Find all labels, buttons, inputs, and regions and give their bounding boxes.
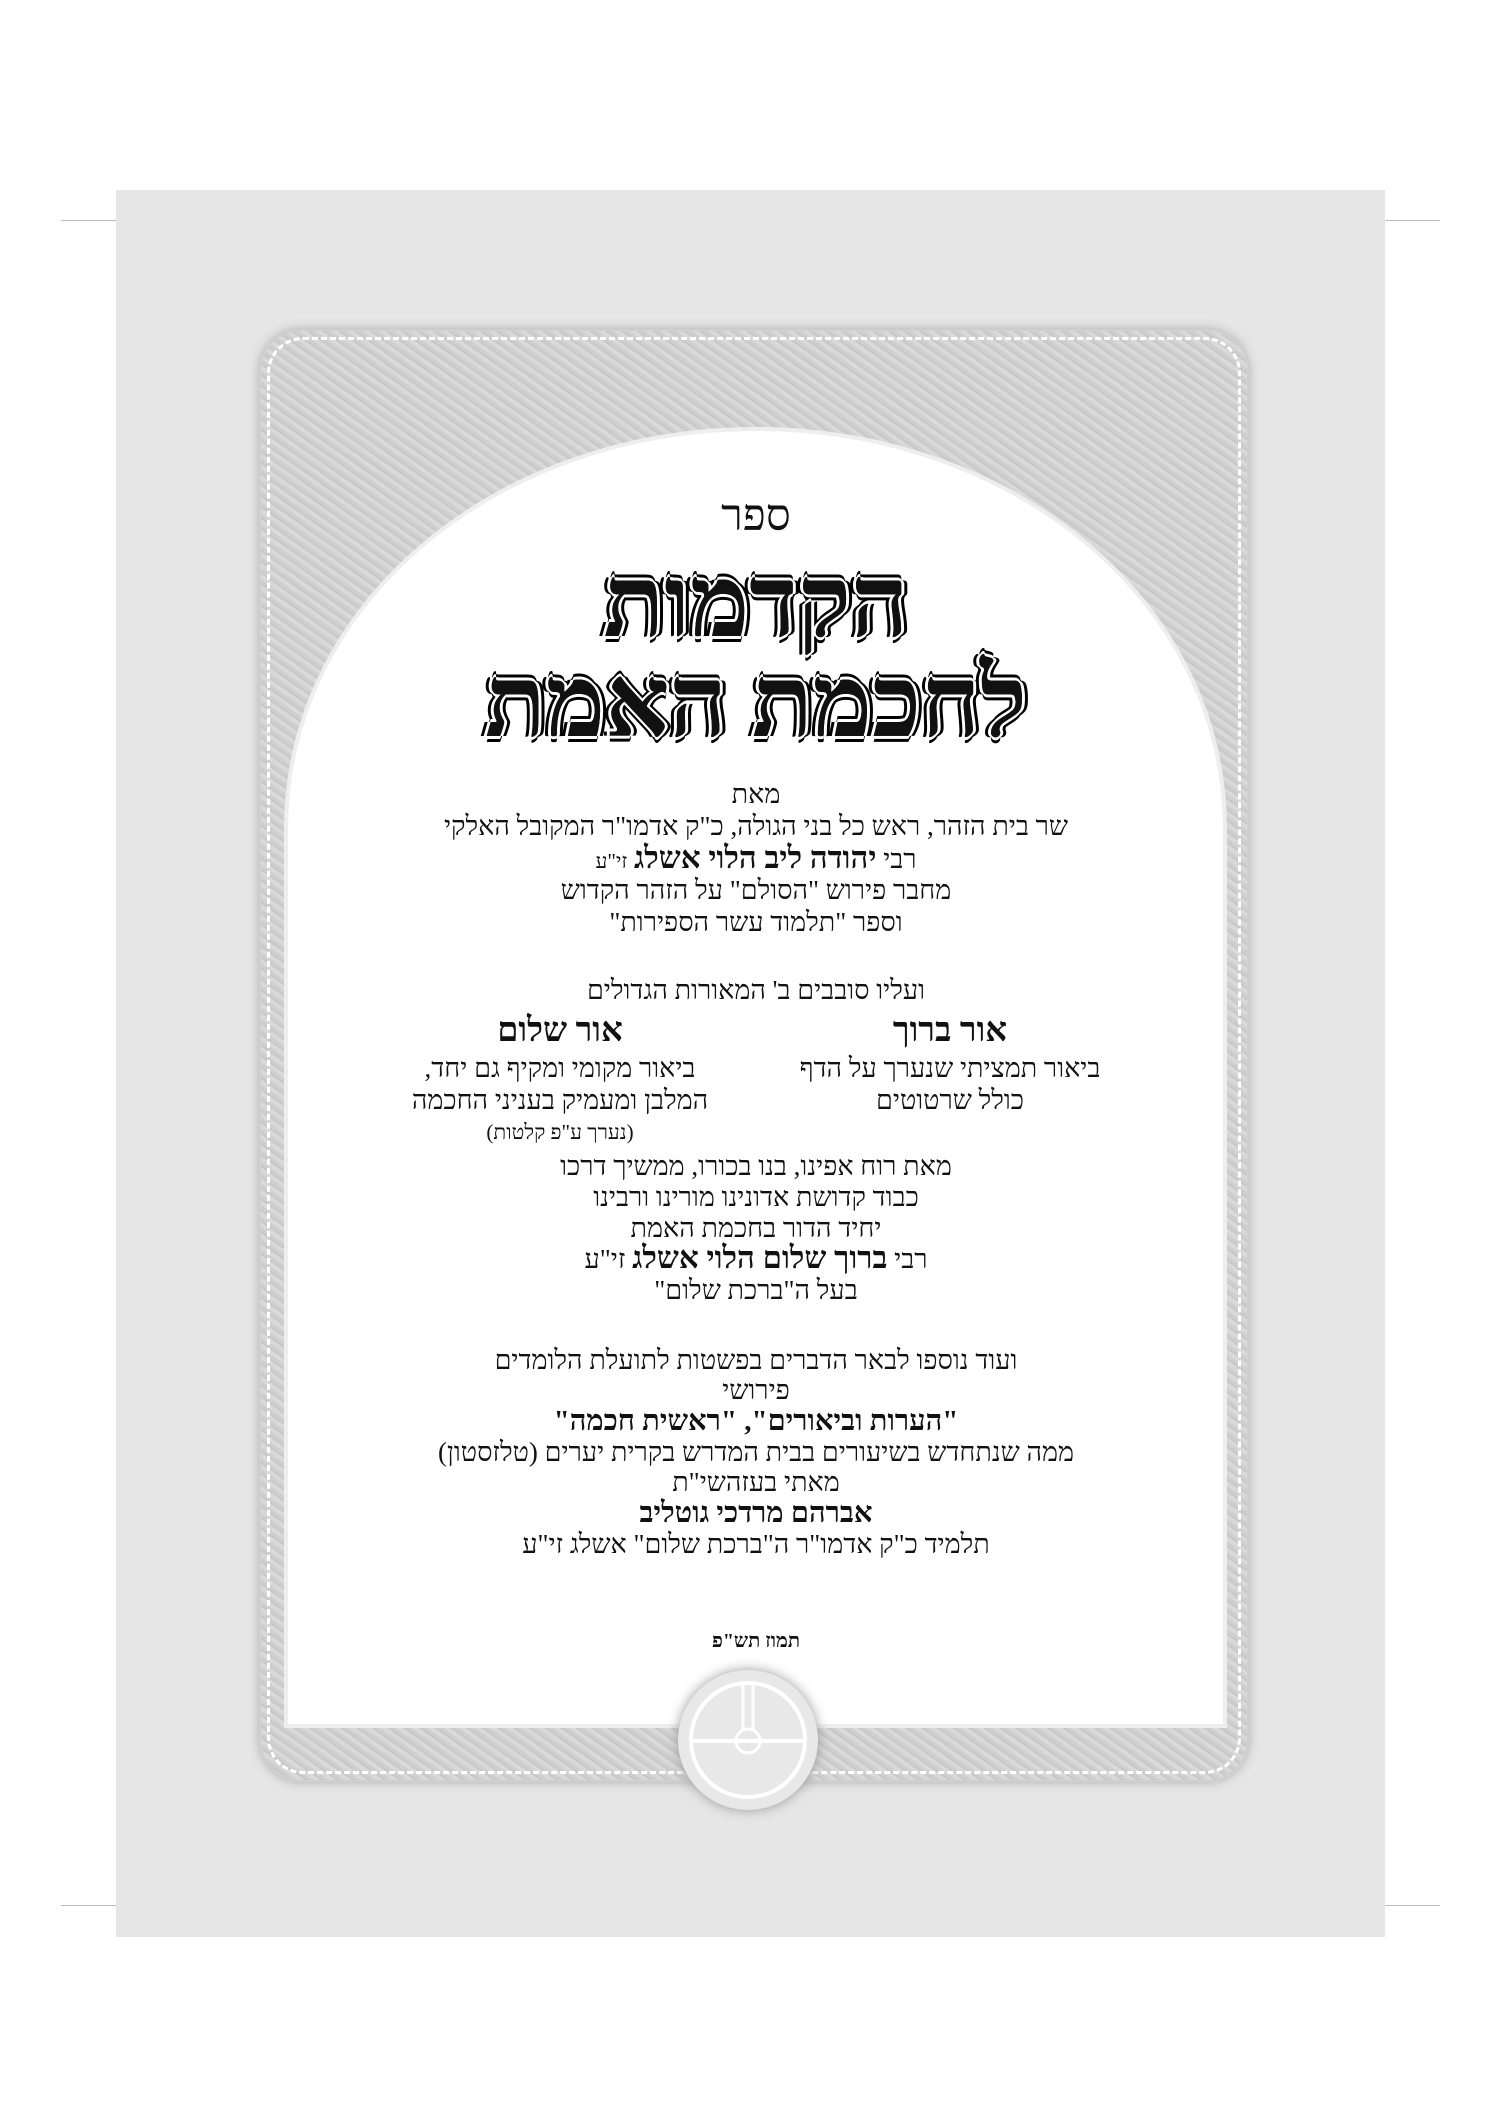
- author-epithet: שר בית הזהר, ראש כל בני הגולה, כ"ק אדמו"ר המקובל האלקי: [443, 811, 1069, 841]
- commentary-title: אור ברוך: [892, 1012, 1008, 1049]
- son-line-1: מאת רוח אפינו, בנו בכורו, ממשיך דרכו: [560, 1151, 952, 1181]
- additions-line-5: מאתי בעזהשי"ת: [672, 1467, 840, 1497]
- additions-line-2: פירושי: [722, 1375, 790, 1405]
- commentary-line: המלבן ומעמיק בעניני החכמה: [411, 1085, 709, 1115]
- author-works-1: מחבר פירוש "הסולם" על הזהר הקדוש: [560, 875, 952, 905]
- author-from: מאת: [731, 779, 781, 809]
- editor-name: אברהם מרדכי גוטליב: [639, 1497, 873, 1529]
- book-label: ספר: [721, 491, 791, 540]
- author-name-line: [286, 842, 1226, 877]
- commentary-line: ביאור מקומי ומקיף גם יחד,: [424, 1053, 696, 1083]
- son-line-3: יחיד הדור בחכמת האמת: [630, 1213, 882, 1243]
- book-title-line-1: הקדמות: [603, 547, 909, 658]
- commentary-title: אור שלום: [497, 1012, 623, 1049]
- author-works-2: וספר "תלמוד עשר הספירות": [609, 907, 903, 937]
- additions-line-4: ממה שנתחדש בשיעורים בבית המדרש בקרית יערים (טלזסטון): [437, 1437, 1075, 1467]
- commentary-line: ביאור תמציתי שנערך על הדף: [799, 1053, 1101, 1083]
- commentary-or-baruch: [770, 1010, 1130, 1116]
- additions-line-7: תלמיד כ"ק אדמו"ר ה"ברכת שלום" אשלג זי"ע: [522, 1529, 990, 1559]
- publication-date: תמוז תש"פ: [711, 1630, 801, 1652]
- son-name-line: [286, 1242, 1226, 1275]
- commentary-note: (נערך ע"פ קלטות): [486, 1120, 634, 1144]
- book-title-line-2: לחכמת האמת: [484, 647, 1028, 758]
- author-name-prefix: רבי: [883, 844, 917, 874]
- additions-works: "הערות וביאורים", "ראשית חכמה": [553, 1405, 959, 1437]
- son-line-5: בעל ה"ברכת שלום": [654, 1275, 858, 1305]
- surrounding-line: ועליו סובבים ב' המאורות הגדולים: [586, 975, 926, 1005]
- author-name-suffix: זי"ע: [595, 849, 628, 873]
- son-line-2: כבוד קדושת אדונינו מורינו ורבינו: [593, 1182, 919, 1212]
- commentary-or-shalom: [380, 1010, 740, 1148]
- additions-line-1: ועוד נוספו לבאר הדברים בפשטות לתועלת הלומדים: [494, 1345, 1018, 1375]
- son-name-suffix: זי"ע: [584, 1244, 626, 1274]
- son-name-prefix: רבי: [894, 1244, 928, 1274]
- son-name: ברוך שלום הלוי אשלג: [632, 1240, 888, 1275]
- emblem-icon: [678, 1670, 818, 1810]
- commentary-line: כולל שרטוטים: [876, 1085, 1024, 1115]
- author-name: יהודה ליב הלוי אשלג: [634, 840, 877, 875]
